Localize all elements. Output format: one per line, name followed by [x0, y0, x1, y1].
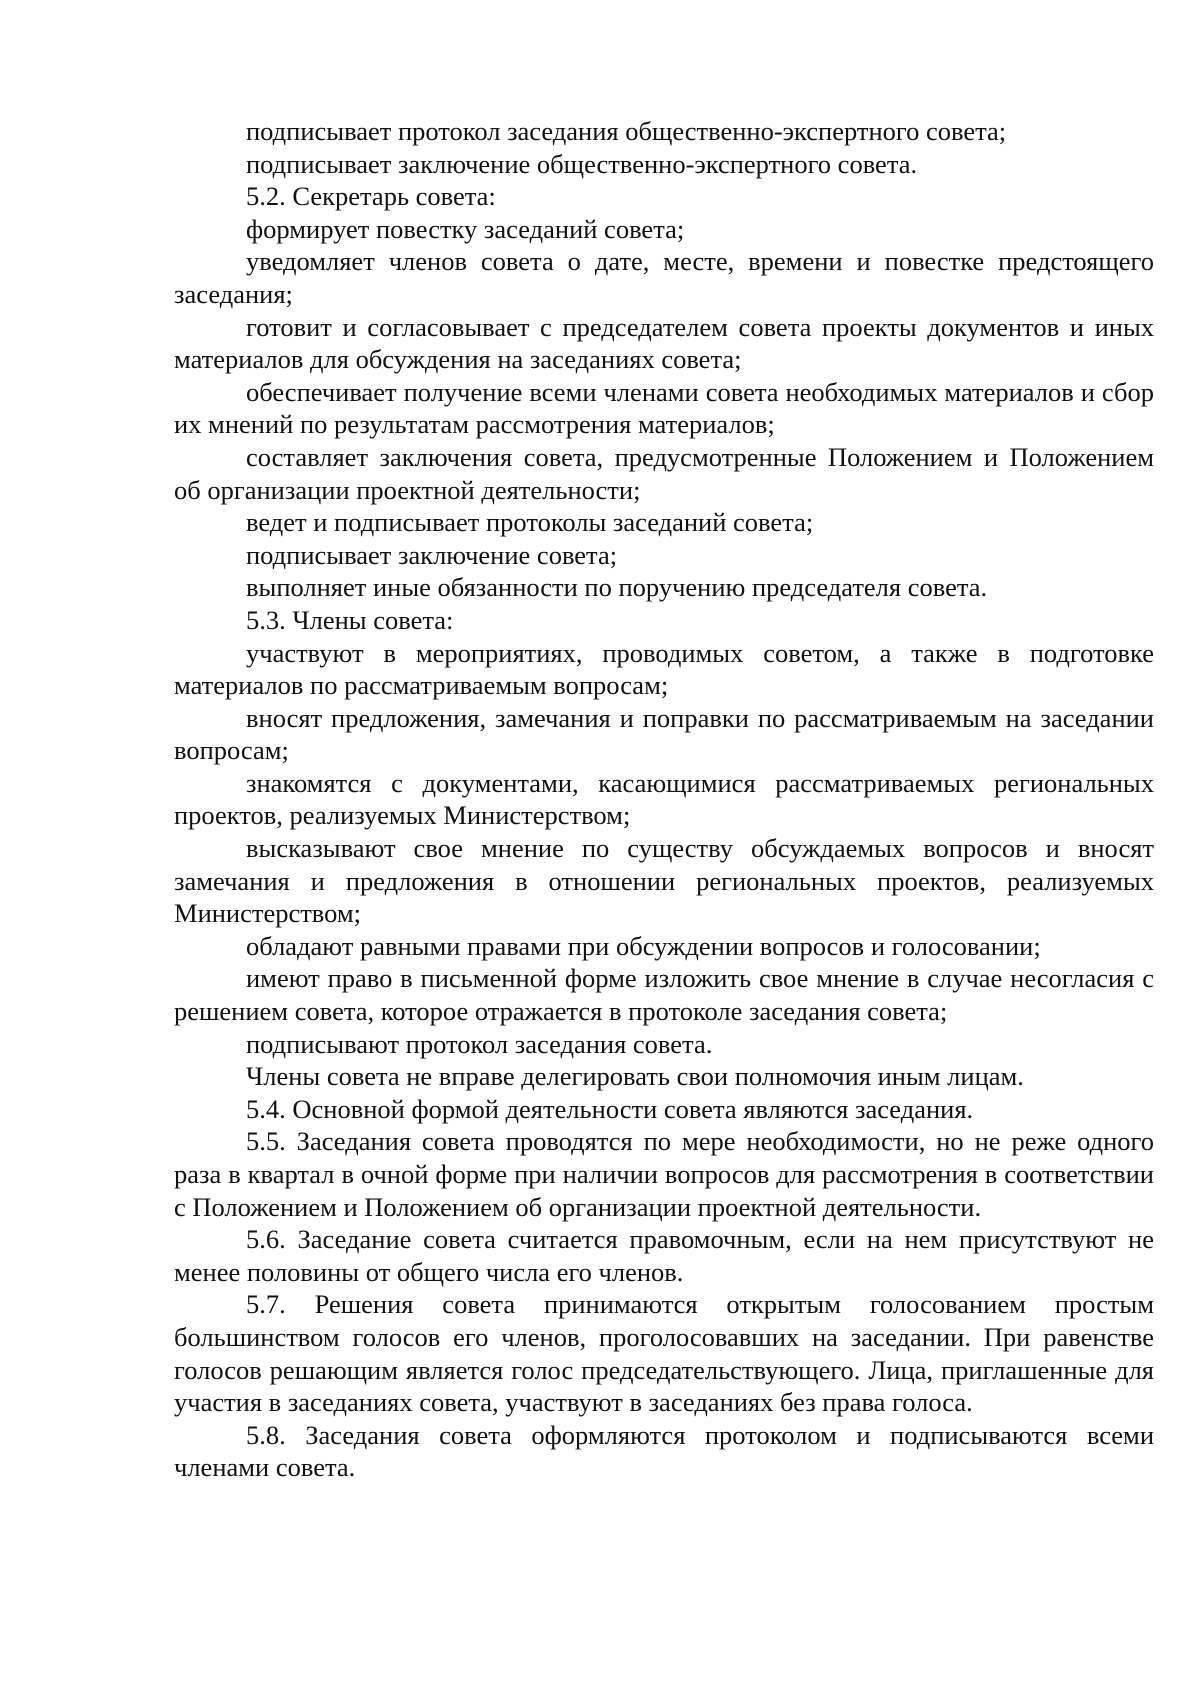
section-heading: 5.3. Члены совета: [246, 604, 454, 635]
paragraph: 5.8. Заседания совета оформляются протоколом и подписываются всеми членами совета. [174, 1419, 1154, 1483]
paragraph: 5.5. Заседания совета проводятся по мере необходимости, но не реже одного раза в квартал в очной форме при наличии вопросов для рассмотрения в соответствии с Положением и Положением об организации проектной деятельности. [174, 1126, 1154, 1222]
paragraph: участвуют в мероприятиях, проводимых советом, а также в подготовке материалов по рассматриваемым вопросам; [174, 637, 1154, 701]
paragraph: выполняет иные обязанности по поручению председателя совета. [246, 572, 988, 603]
paragraph: обладают равными правами при обсуждении вопросов и голосовании; [246, 930, 1041, 961]
paragraph: подписывает протокол заседания общественно-экспертного совета; [246, 116, 1007, 146]
paragraph: уведомляет членов совета о дате, месте, времени и повестке предстоящего заседания; [174, 246, 1154, 309]
paragraph: обеспечивает получение всеми членами совета необходимых материалов и сбор их мнений по результатам рассмотрения материалов; [174, 376, 1154, 440]
paragraph: знакомятся с документами, касающимися рассматриваемых региональных проектов, реализуемых Министерством; [174, 767, 1154, 831]
paragraph: составляет заключения совета, предусмотренные Положением и Положением об организации проектной деятельности; [174, 441, 1154, 505]
paragraph: подписывают протокол заседания совета. [246, 1028, 713, 1059]
document-body [174, 115, 1154, 1484]
paragraph: формирует повестку заседаний совета; [246, 213, 685, 244]
paragraph: ведет и подписывает протоколы заседаний совета; [246, 507, 814, 538]
paragraph: вносят предложения, замечания и поправки по рассматриваемым на заседании вопросам; [174, 702, 1154, 766]
paragraph: подписывает заключение совета; [246, 539, 618, 570]
paragraph: имеют право в письменной форме изложить свое мнение в случае несогласия с решением совета, которое отражается в протоколе заседания совета; [174, 963, 1154, 1027]
paragraph: Члены совета не вправе делегировать свои полномочия иным лицам. [246, 1061, 1024, 1092]
paragraph: подписывает заключение общественно-экспертного совета. [246, 148, 918, 179]
paragraph: высказывают свое мнение по существу обсуждаемых вопросов и вносят замечания и предложения в отношении региональных проектов, реализуемых Министерством; [174, 833, 1154, 929]
paragraph: готовит и согласовывает с председателем совета проекты документов и иных материалов для обсуждения на заседаниях совета; [174, 311, 1154, 375]
paragraph: 5.6. Заседание совета считается правомочным, если на нем присутствуют не менее половины от общего числа его членов. [174, 1224, 1154, 1287]
paragraph: 5.4. Основной формой деятельности совета являются заседания. [246, 1093, 974, 1124]
section-heading: 5.2. Секретарь совета: [246, 181, 496, 212]
paragraph: 5.7. Решения совета принимаются открытым голосованием простым большинством голосов его членов, проголосовавших на заседании. При равенстве голосов решающим является голос председательствующего. Лица, приглашенные для участия в заседаниях совета, участвуют в заседаниях без права голоса. [174, 1289, 1154, 1418]
